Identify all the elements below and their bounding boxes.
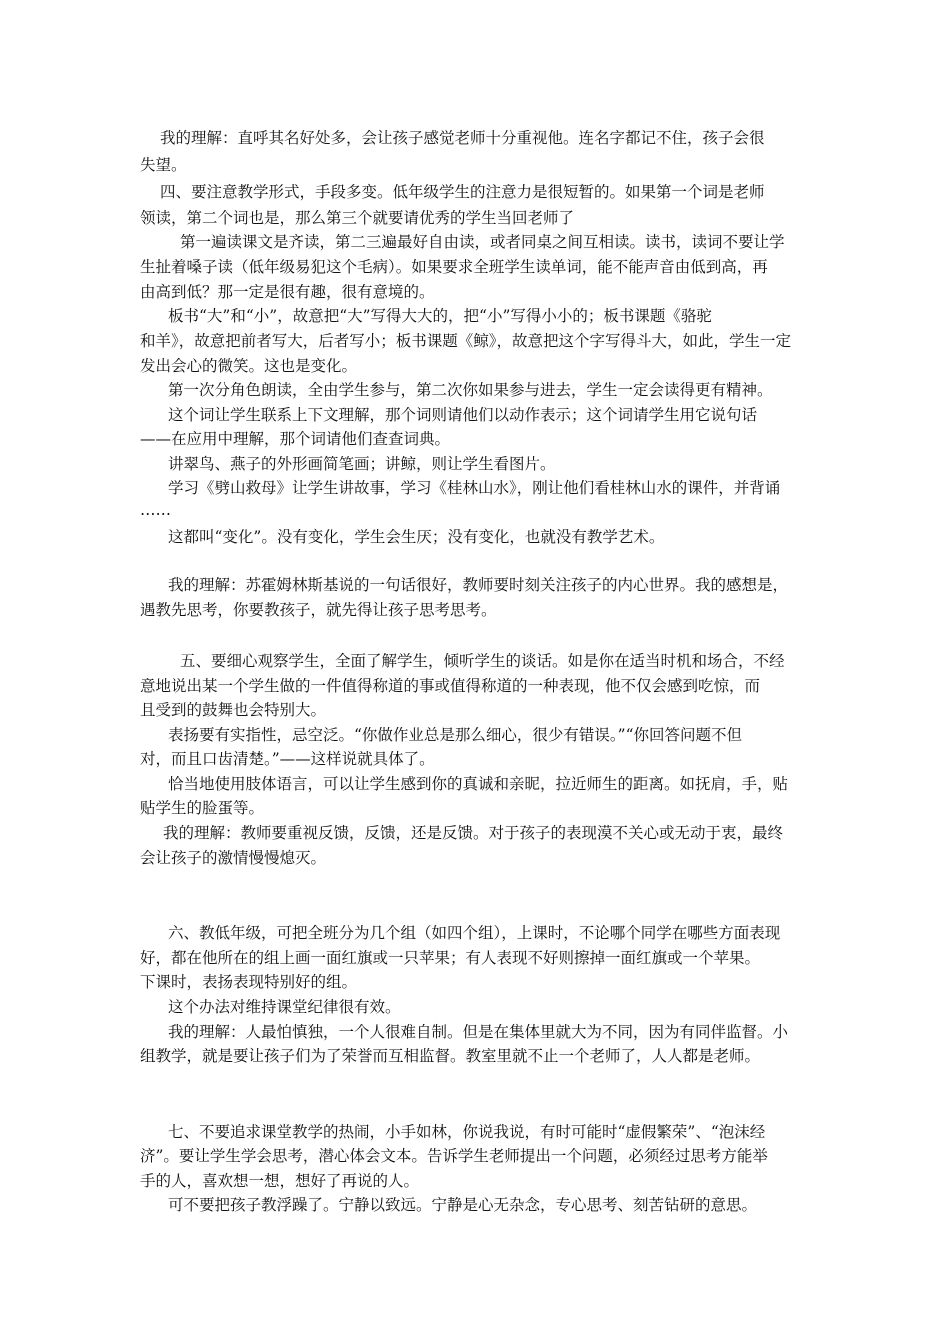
text-line: 组教学，就是要让孩子们为了荣誉而互相监督。教室里就不止一个老师了，人人都是老师。	[140, 1047, 761, 1065]
text-line: 会让孩子的激情慢慢熄灭。	[140, 849, 327, 867]
text-line: ——在应用中理解，那个词请他们查查词典。	[140, 430, 451, 448]
text-line: 表扬要有实指性，忌空泛。“你做作业总是那么细心，很少有错误。”“你回答问题不但	[168, 726, 743, 744]
text-line: 板书“大”和“小”，故意把“大”写得大大的，把“小”写得小小的；板书课题《骆驼	[168, 307, 712, 325]
text-line: 好，都在他所在的组上画一面红旗或一只苹果；有人表现不好则擦掉一面红旗或一个苹果。	[140, 949, 761, 967]
text-line: 手的人，喜欢想一想，想好了再说的人。	[140, 1172, 420, 1190]
text-line: 可不要把孩子教浮躁了。宁静以致远。宁静是心无杂念，专心思考、刻苦钻研的意思。	[168, 1196, 758, 1214]
text-line: 四、要注意教学形式，手段多变。低年级学生的注意力是很短暂的。如果第一个词是老师	[160, 183, 765, 201]
text-line: 这都叫“变化”。没有变化，学生会生厌；没有变化，也就没有教学艺术。	[168, 528, 665, 546]
text-line: 下课时，表扬表现特别好的组。	[140, 973, 358, 991]
text-line: ……	[140, 501, 171, 519]
text-line: 遇教先思考，你要教孩子，就先得让孩子思考思考。	[140, 601, 497, 619]
text-line: 和羊》，故意把前者写大，后者写小；板书课题《鲸》，故意把这个字写得斗大，如此，学生一定	[140, 332, 792, 350]
text-line: 我的理解：教师要重视反馈，反馈，还是反馈。对于孩子的表现漠不关心或无动于衷，最终	[163, 824, 784, 842]
text-line: 恰当地使用肢体语言，可以让学生感到你的真诚和亲昵，拉近师生的距离。如抚肩，手，贴	[168, 775, 789, 793]
text-line: 七、不要追求课堂教学的热闹，小手如林，你说我说，有时可能时“虚假繁荣”、“泡沫经	[168, 1123, 766, 1141]
text-line: 由高到低？那一定是很有趣，很有意境的。	[140, 283, 435, 301]
text-line: 五、要细心观察学生，全面了解学生，倾听学生的谈话。如是你在适当时机和场合，不经	[180, 652, 785, 670]
text-line: 这个办法对维持课堂纪律很有效。	[168, 998, 401, 1016]
text-line: 第一次分角色朗读，全由学生参与，第二次你如果参与进去，学生一定会读得更有精神。	[168, 381, 773, 399]
text-line: 对，而且口齿清楚。”——这样说就具体了。	[140, 750, 435, 768]
text-line: 我的理解：直呼其名好处多，会让孩子感觉老师十分重视他。连名字都记不住，孩子会很	[160, 129, 765, 147]
text-line: 讲翠鸟、燕子的外形画简笔画；讲鲸，则让学生看图片。	[168, 455, 556, 473]
text-line: 生扯着嗓子读（低年级易犯这个毛病）。如果要求全班学生读单词，能不能声音由低到高，再	[140, 258, 768, 276]
text-line: 我的理解：苏霍姆林斯基说的一句话很好，教师要时刻关注孩子的内心世界。我的感想是，	[168, 576, 789, 594]
text-line: 贴学生的脸蛋等。	[140, 799, 265, 817]
text-line: 这个词让学生联系上下文理解，那个词则请他们以动作表示；这个词请学生用它说句话	[168, 406, 758, 424]
text-line: 失望。	[140, 156, 187, 174]
text-line: 济”。要让学生学会思考，潜心体会文本。告诉学生老师提出一个问题，必须经过思考方能举	[140, 1147, 768, 1165]
text-line: 学习《劈山救母》让学生讲故事，学习《桂林山水》，刚让他们看桂林山水的课件，并背诵	[168, 479, 781, 497]
text-line: 发出会心的微笑。这也是变化。	[140, 357, 358, 375]
text-line: 领读，第二个词也是，那么第三个就要请优秀的学生当回老师了	[140, 209, 575, 227]
text-line: 第一遍读课文是齐读，第二三遍最好自由读，或者同桌之间互相读。读书，读词不要让学	[180, 233, 785, 251]
text-line: 我的理解：人最怕慎独，一个人很难自制。但是在集体里就大为不同，因为有同伴监督。小	[168, 1023, 789, 1041]
text-line: 意地说出某一个学生做的一件值得称道的事或值得称道的一种表现，他不仅会感到吃惊，而	[140, 677, 761, 695]
text-line: 且受到的鼓舞也会特别大。	[140, 701, 327, 719]
text-line: 六、教低年级，可把全班分为几个组（如四个组），上课时，不论哪个同学在哪些方面表现	[168, 924, 781, 942]
